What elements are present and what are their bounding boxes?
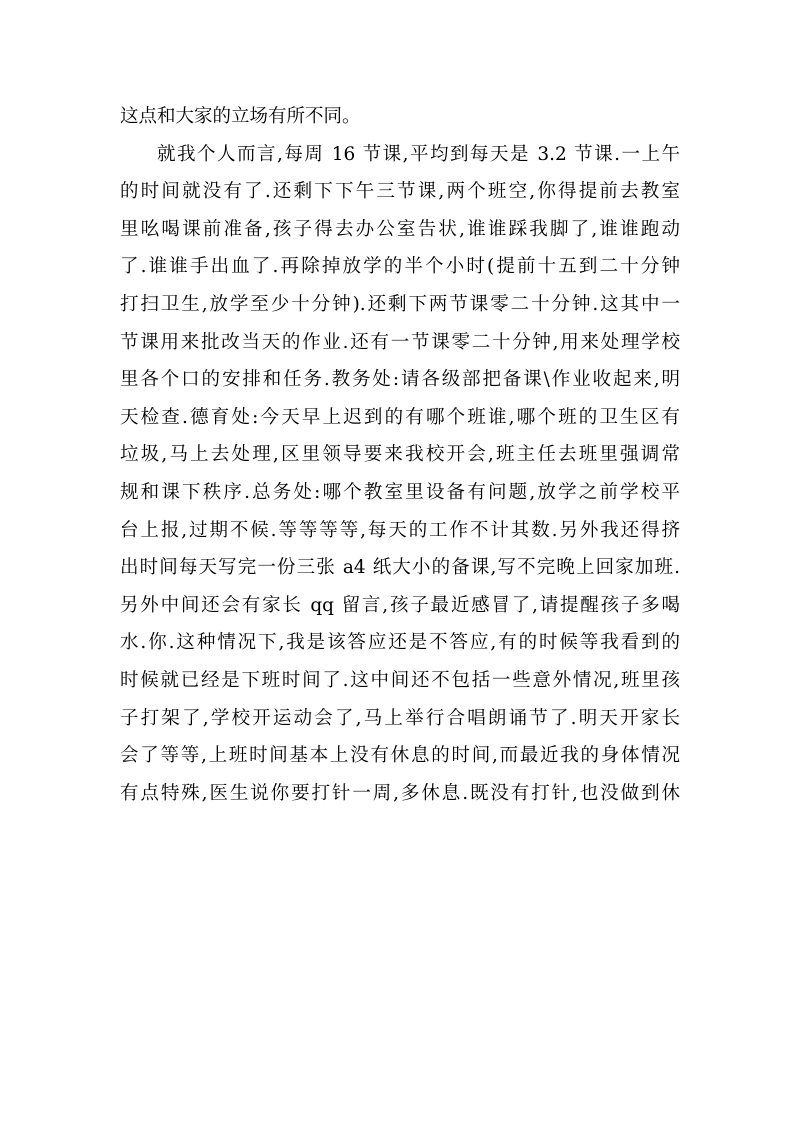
text-line: 垃圾,马上去处理,区里领导要来我校开会,班主任去班里强调常 — [120, 444, 680, 466]
text-line: 天检查.德育处:今天早上迟到的有哪个班谁,哪个班的卫生区有 — [120, 406, 680, 428]
text-line: 里各个口的安排和任务.教务处:请各级部把备课\作业收起来,明 — [120, 369, 680, 391]
text-line: 出时间每天写完一份三张 a4 纸大小的备课,写不完晚上回家加班. — [120, 557, 680, 579]
text-line: 有点特殊,医生说你要打针一周,多休息.既没有打针,也没做到休 — [120, 782, 680, 804]
text-line: 的时间就没有了.还剩下下午三节课,两个班空,你得提前去教室 — [120, 181, 680, 203]
text-line: 会了等等,上班时间基本上没有休息的时间,而最近我的身体情况 — [120, 745, 680, 767]
text-line: 节课用来批改当天的作业.还有一节课零二十分钟,用来处理学校 — [120, 331, 680, 353]
text-line: 另外中间还会有家长 qq 留言,孩子最近感冒了,请提醒孩子多喝 — [120, 594, 680, 616]
text-line: 打扫卫生,放学至少十分钟).还剩下两节课零二十分钟.这其中一 — [120, 293, 680, 315]
text-line: 这点和大家的立场有所不同。 — [120, 106, 361, 127]
text-line: 时候就已经是下班时间了.这中间还不包括一些意外情况,班里孩 — [120, 669, 680, 691]
text-line: 规和课下秩序.总务处:哪个教室里设备有问题,放学之前学校平 — [120, 481, 680, 503]
paragraph-first-line: 就我个人而言,每周 16 节课,平均到每天是 3.2 节课.一上午 — [157, 143, 680, 165]
text-line: 台上报,过期不候.等等等等,每天的工作不计其数.另外我还得挤 — [120, 519, 680, 541]
text-line: 子打架了,学校开运动会了,马上举行合唱朗诵节了.明天开家长 — [120, 707, 680, 729]
body-text — [120, 98, 680, 812]
text-line: 水.你.这种情况下,我是该答应还是不答应,有的时候等我看到的 — [120, 632, 680, 654]
text-line: 里吆喝课前准备,孩子得去办公室告状,谁谁踩我脚了,谁谁跑动 — [120, 218, 680, 240]
text-line: 了.谁谁手出血了.再除掉放学的半个小时(提前十五到二十分钟 — [120, 256, 680, 278]
